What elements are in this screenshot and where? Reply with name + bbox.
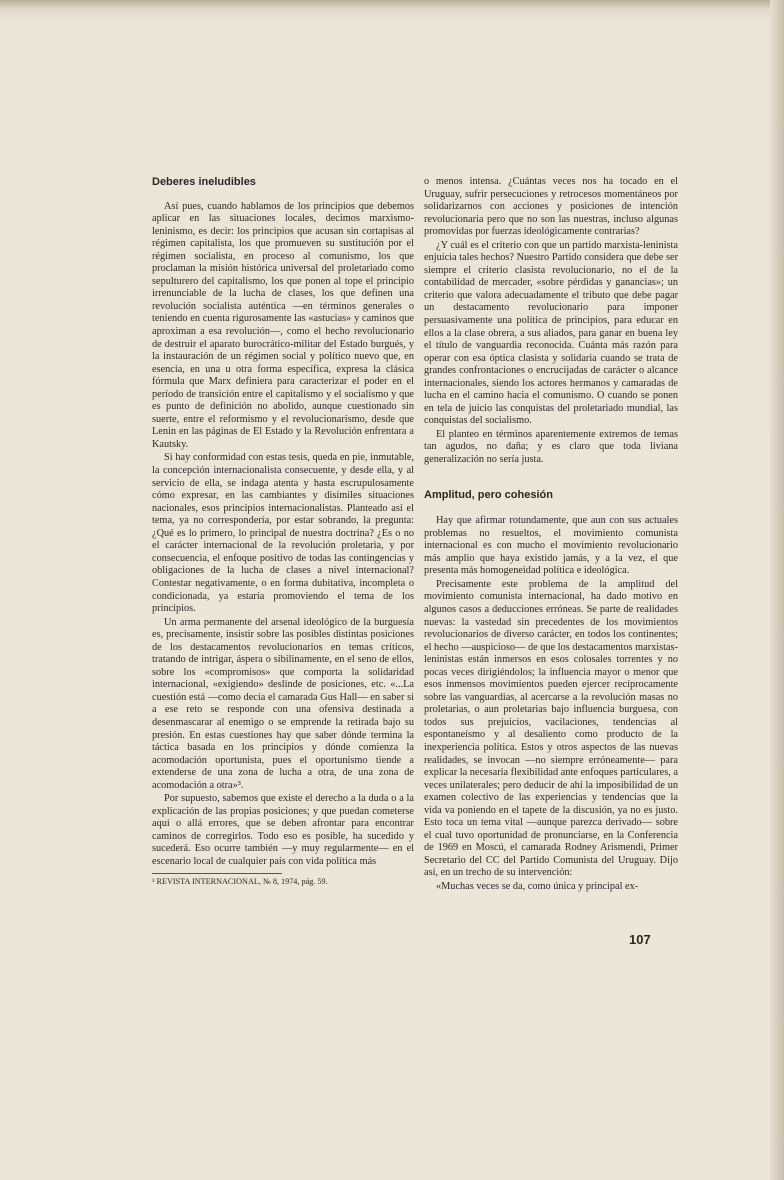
page-number: 107 xyxy=(629,932,651,947)
paragraph: Un arma permanente del arsenal ideológico de la burguesía es, precisamente, insistir sobre las posibles distintas posiciones de los destacamentos revolucionarios en temas críticos, tratando de intrigar, áspera o sibilinamente, en el seno de ellos, sobre los «compromisos» que comporta la solidaridad internacional, «exigiendo» deslinde de posiciones, etc. «...La cuestión está —como decía el camarada Gus Hall— en saber si a ese reto se responde con una ofensiva destinada a desenmascarar al enemigo o se emprende la retirada bajo su presión. En estas cuestiones hay que saber dónde termina la táctica basada en los principios y dónde comienza la acomodación oportunista, pues el oportunismo tiende a extenderse de una zona de lucha a otra, de una zona de acomodación a otra»³. xyxy=(152,616,414,791)
paragraph: Así pues, cuando hablamos de los principios que debemos aplicar en las situaciones locales, decimos marxismo-leninismo, es decir: los principios que acusan sin cortapisas al régimen capitalista, los que promueven su sustitución por el régimen socialista, en proceso al comunismo, los que proclaman la misión histórica universal del proletariado como sepulturero del capitalismo, los que ponen al tope el principio irrenunciable de la lucha de clases, los que definen una revolución socialista auténtica —en términos generales o teniendo en cuenta rigurosamente las «astucias» y caminos que aproximan a esa revolución—, como el hecho revolucionario de destruir el aparato burocrático-militar del Estado burgués, y la instauración de un régimen social y político nuevo que, en esencia, en una u otra forma específica, expresa la clásica fórmula que Marx definiera para caracterizar el poder en el período de transición entre el capitalismo y el socialismo y que es punto de definición no abolido, aunque cuestionado sin suerte, entre el reformismo y el revolucionarismo, desde que Lenin en las páginas de El Estado y la Revolución enfrentara a Kautsky. xyxy=(152,200,414,450)
section-heading-amplitud: Amplitud, pero cohesión xyxy=(424,488,553,501)
paragraph: ¿Y cuál es el criterio con que un partido marxista-leninista enjuicia tales hechos? Nuestro Partido considera que debe ser siempre el criterio clasista revolucionario, no el de la contabilidad de mercader, «sobre pérdidas y ganancias»; un criterio que valora adecuadamente el tributo que debe pagar un destacamento revolucionario para imponer persuasivamente una política de principios, para educar en ellos a la clase obrera, a sus aliados, para ganar en buena ley el título de vanguardia reconocida. Cuánta más razón para operar con esa óptica clasista y solidaria cuando se trata de grandes confrontaciones o encrucijadas de carácter o alcance internacionales, siendo los actores hermanos y camaradas de lucha en el camino hacia el comunismo. O cuando se ponen en tela de juicio las conquistas del proletariado mundial, las conquistas del socialismo. xyxy=(424,239,678,427)
footnote: ³ REVISTA INTERNACIONAL, № 8, 1974, pág. 59. xyxy=(152,873,282,887)
left-column xyxy=(152,176,414,887)
page-top-edge xyxy=(0,0,784,10)
paragraph: Si hay conformidad con estas tesis, queda en pie, inmutable, la concepción internacionalista consecuente, y desde ella, y al servicio de ella, se indaga atenta y hasta escrupulosamente cómo expresar, en las cambiantes y disímiles situaciones nacionales, esos principios internacionalistas. Planteado así el tema, ya no correspondería, por estar sobrando, la pregunta: ¿Qué es lo primero, lo principal de nuestra doctrina? ¿Es o no el carácter internacional de la revolución proletaria, y por consecuencia, el enfoque positivo de todas las contingencias y obligaciones de la lucha de clases a nivel internacional? Contestar negativamente, o en forma dubitativa, incompleta o condicionada, ya estaría promoviendo el tema de los principios. xyxy=(152,452,414,615)
section-heading-deberes: Deberes ineludibles xyxy=(152,176,256,188)
right-column xyxy=(424,176,678,894)
paragraph: Hay que afirmar rotundamente, que aun con sus actuales problemas no resueltos, el movimiento comunista internacional es con mucho el movimiento revolucionario más amplio que haya existido jamás, y a la vez, el que presenta más homogeneidad política e ideológica. xyxy=(424,515,678,577)
page-right-edge xyxy=(770,0,784,1180)
paragraph: «Muchas veces se da, como única y principal ex- xyxy=(436,880,639,892)
paragraph: Por supuesto, sabemos que existe el derecho a la duda o a la explicación de las propias posiciones; y que puedan cometerse aquí o allá errores, que se deben afrontar para encontrar caminos de corregirlos. Todo eso es posible, ha sucedido y sucederá. Eso ocurre también —y muy regularmente— en el escenario local de cualquier país con vida política más xyxy=(152,793,414,867)
paragraph: Precisamente este problema de la amplitud del movimiento comunista internacional, ha dado motivo en algunos casos a deducciones erróneas. Se parte de realidades nuevas: la vastedad sin precedentes de los movimientos revolucionarios de diverso carácter, en todos los continentes; el hecho —auspicioso— de que los destacamentos marxistas-leninistas están inmersos en esos colosales torrentes y no pocas veces dirigiéndolos; la influencia mayor o menor que esos inmensos movimientos pueden ejercer recíprocamente sobre las vanguardias, al acercarse a la revolución masas no proletarias, o aun proletarias bajo influencia burguesa, con todos sus prejuicios, vacilaciones, tendencias al espontaneísmo y al desaliento como producto de la inexperiencia política. Estos y otros aspectos de las nuevas realidades, se invocan —no siempre erróneamente— para explicar la necesaria flexibilidad ante enfoques particulares, a veces unilaterales; pero deducir de ahí la imposibilidad de un examen colectivo de las experiencias y tendencias que la vida va poniendo en el tapete de la discusión, ya no es justo. Esto toca un tema vital —aunque parezca derivado— sobre el cual tuvo oportunidad de pronunciarse, en la Conferencia de 1969 en Moscú, el camarada Rodney Arismendi, Primer Secretario del CC del Partido Comunista del Uruguay. Dijo así, en un trecho de su intervención: xyxy=(424,578,678,879)
paragraph: El planteo en términos aparentemente extremos de temas tan agudos, no daña; y es claro que toda liviana generalización no sería justa. xyxy=(424,428,678,466)
paragraph: o menos intensa. ¿Cuántas veces nos ha tocado en el Uruguay, sufrir persecuciones y retrocesos momentáneos por solidarizarnos con acciones y posiciones de intención revolucionaria pero que no son las nuestras, incluso algunas promovidas por fuerzas ideológicamente contrarias? xyxy=(424,176,678,238)
